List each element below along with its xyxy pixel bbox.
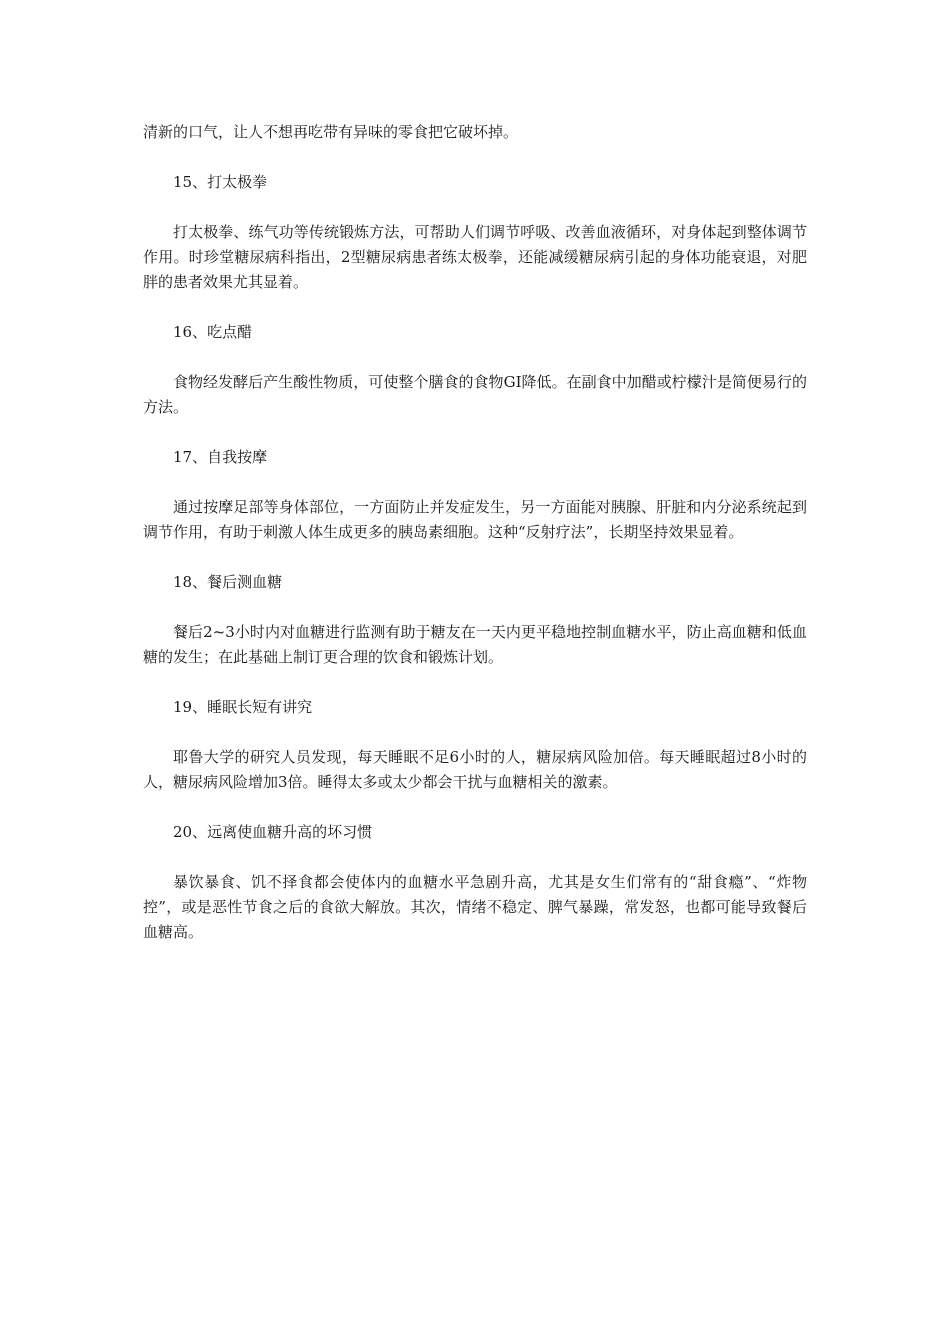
section-heading-18: 18、餐后测血糖 bbox=[173, 573, 283, 591]
section-heading-15: 15、打太极拳 bbox=[173, 173, 268, 191]
section-body-18: 餐后2~3小时内对血糖进行监测有助于糖友在一天内更平稳地控制血糖水平，防止高血糖和低血糖的发生；在此基础上制订更合理的饮食和锻炼计划。 bbox=[143, 623, 807, 666]
section-heading-20: 20、远离使血糖升高的坏习惯 bbox=[173, 823, 373, 841]
section-heading-19: 19、睡眠长短有讲究 bbox=[173, 698, 313, 716]
section-body-19: 耶鲁大学的研究人员发现，每天睡眠不足6小时的人，糖尿病风险加倍。每天睡眠超过8小时的人，糖尿病风险增加3倍。睡得太多或太少都会干扰与血糖相关的激素。 bbox=[143, 748, 807, 791]
section-body-17: 通过按摩足部等身体部位，一方面防止并发症发生，另一方面能对胰腺、肝脏和内分泌系统起到调节作用，有助于刺激人体生成更多的胰岛素细胞。这种“反射疗法”，长期坚持效果显着。 bbox=[143, 498, 807, 541]
section-heading-16: 16、吃点醋 bbox=[173, 323, 253, 341]
intro-paragraph: 清新的口气，让人不想再吃带有异味的零食把它破坏掉。 bbox=[143, 123, 519, 141]
section-body-20: 暴饮暴食、饥不择食都会使体内的血糖水平急剧升高，尤其是女生们常有的“甜食瘾”、“炸物控”，或是恶性节食之后的食欲大解放。其次，情绪不稳定、脾气暴躁，常发怒，也都可能导致餐后血糖高。 bbox=[143, 873, 807, 941]
section-heading-17: 17、自我按摩 bbox=[173, 448, 268, 466]
section-body-16: 食物经发酵后产生酸性物质，可使整个膳食的食物GI降低。在副食中加醋或柠檬汁是简便易行的方法。 bbox=[143, 373, 807, 416]
document-page bbox=[143, 120, 807, 945]
section-body-15: 打太极拳、练气功等传统锻炼方法，可帮助人们调节呼吸、改善血液循环，对身体起到整体调节作用。时珍堂糖尿病科指出，2型糖尿病患者练太极拳，还能减缓糖尿病引起的身体功能衰退，对肥胖的患者效果尤其显着。 bbox=[143, 223, 807, 291]
